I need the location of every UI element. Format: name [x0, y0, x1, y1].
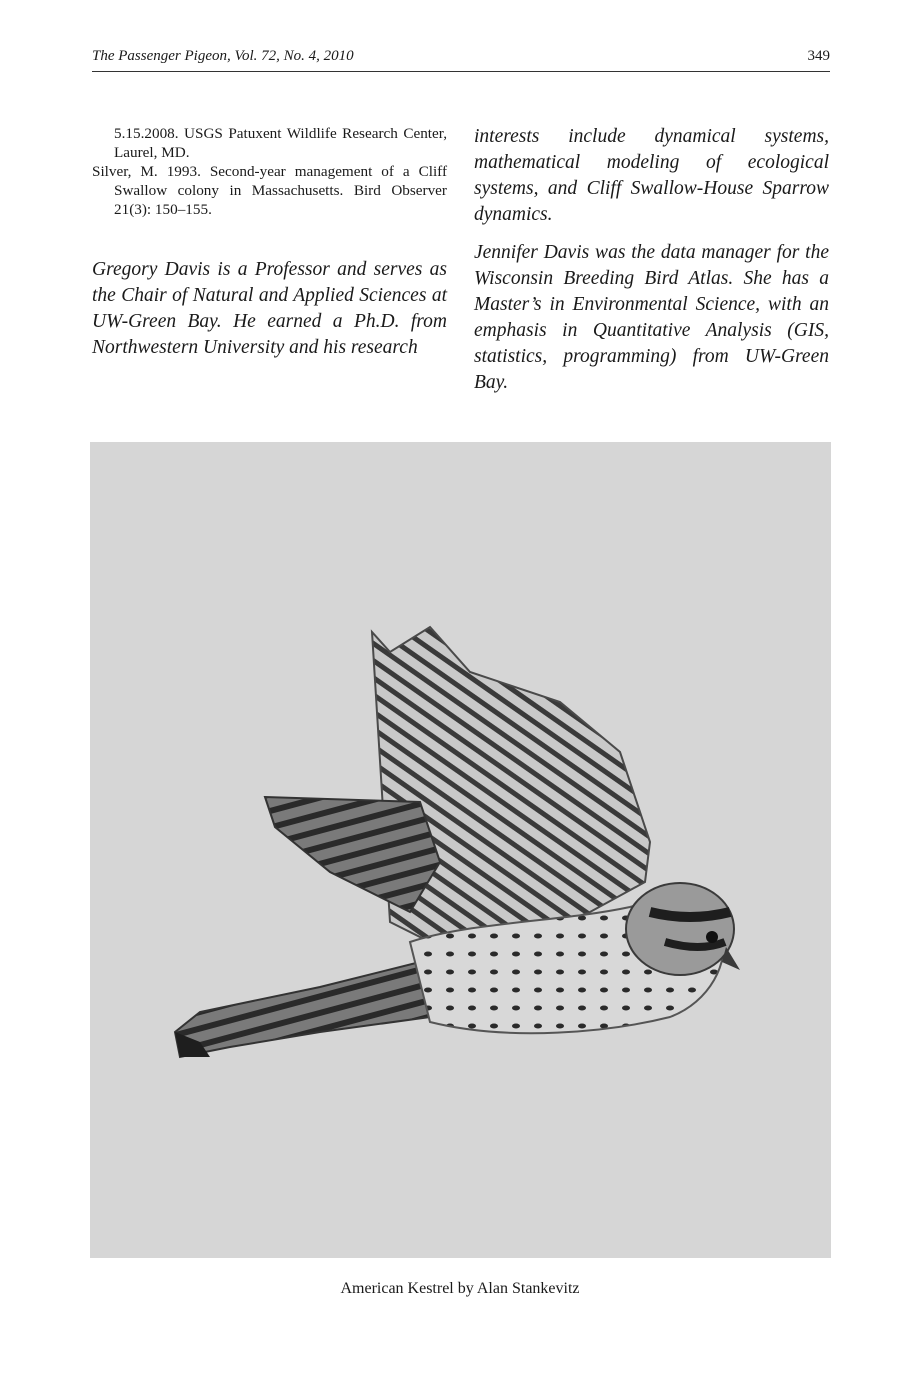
figure-caption: American Kestrel by Alan Stankevitz	[340, 1280, 580, 1297]
kestrel-photo	[90, 442, 831, 1258]
reference-silver-1993: Silver, M. 1993. Second-year management of a Cliff Swallow colony in Massachusetts. Bird Observer 21(3): 150–155.	[92, 163, 447, 218]
running-head	[92, 48, 830, 72]
kestrel-illustration	[90, 442, 831, 1258]
journal-citation: The Passenger Pigeon, Vol. 72, No. 4, 2010	[92, 48, 354, 64]
left-column	[92, 124, 447, 361]
right-column	[474, 124, 829, 396]
page-number: 349	[807, 48, 830, 64]
bio-jennifer-davis: Jennifer Davis was the data manager for the Wisconsin Breeding Bird Atlas. She has a Master’s in Environmental Science, with an emphasis in Quantitative Analysis (GIS, statistics, programming) from UW-Green Bay.	[474, 242, 829, 393]
references-list	[92, 124, 447, 219]
bio-gregory-davis-continued: interests include dynamical systems, mathematical modeling of ecological systems, and Cliff Swallow-House Sparrow dynamics.	[474, 126, 829, 225]
reference-continuation: 5.15.2008. USGS Patuxent Wildlife Research Center, Laurel, MD.	[114, 125, 447, 161]
bio-gregory-davis: Gregory Davis is a Professor and serves as the Chair of Natural and Applied Sciences at UW-Green Bay. He earned a Ph.D. from Northwestern University and his research	[92, 259, 447, 358]
